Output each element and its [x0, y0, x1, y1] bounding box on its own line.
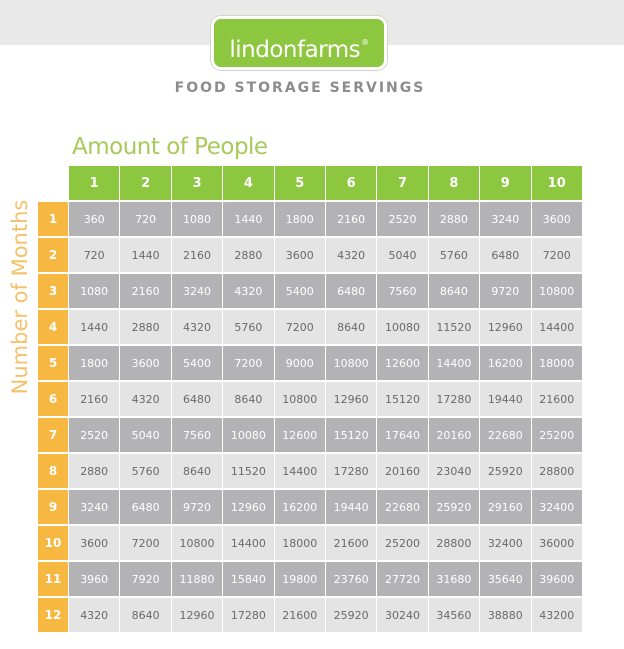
table-cell: 3600	[275, 238, 325, 272]
table-cell: 20160	[429, 418, 479, 452]
table-cell: 8640	[326, 310, 376, 344]
table-cell: 30240	[377, 598, 427, 632]
table-cell: 3240	[480, 202, 530, 236]
table-cell: 5040	[120, 418, 170, 452]
table-cell: 1440	[223, 202, 273, 236]
table-cell: 9720	[480, 274, 530, 308]
column-axis-label: Amount of People	[72, 134, 268, 160]
table-cell: 17640	[377, 418, 427, 452]
column-header: 3	[172, 166, 222, 200]
table-cell: 12600	[275, 418, 325, 452]
row-header: 11	[38, 562, 68, 596]
column-header: 10	[532, 166, 582, 200]
table-cell: 3240	[172, 274, 222, 308]
table-cell: 15840	[223, 562, 273, 596]
table-cell: 720	[120, 202, 170, 236]
table-cell: 7200	[223, 346, 273, 380]
column-header: 1	[69, 166, 119, 200]
row-axis-label: Number of Months	[8, 199, 32, 395]
row-header: 7	[38, 418, 68, 452]
table-cell: 10800	[172, 526, 222, 560]
table-cell: 1440	[69, 310, 119, 344]
table-cell: 2880	[223, 238, 273, 272]
table-cell: 9000	[275, 346, 325, 380]
table-cell: 25200	[377, 526, 427, 560]
brand-logo	[211, 16, 387, 70]
table-cell: 2160	[69, 382, 119, 416]
row-header: 5	[38, 346, 68, 380]
table-cell: 6480	[480, 238, 530, 272]
column-header: 7	[377, 166, 427, 200]
table-cell: 7560	[172, 418, 222, 452]
table-cell: 1080	[69, 274, 119, 308]
table-cell: 15120	[377, 382, 427, 416]
table-cell: 8640	[172, 454, 222, 488]
table-cell: 4320	[120, 382, 170, 416]
table-cell: 2880	[120, 310, 170, 344]
table-cell: 29160	[480, 490, 530, 524]
table-cell: 2520	[69, 418, 119, 452]
table-cell: 11880	[172, 562, 222, 596]
table-cell: 5040	[377, 238, 427, 272]
table-cell: 2520	[377, 202, 427, 236]
table-cell: 14400	[532, 310, 582, 344]
table-cell: 21600	[326, 526, 376, 560]
table-cell: 12960	[326, 382, 376, 416]
table-cell: 23040	[429, 454, 479, 488]
column-header: 4	[223, 166, 273, 200]
table-cell: 3600	[532, 202, 582, 236]
row-header: 4	[38, 310, 68, 344]
table-cell: 12960	[223, 490, 273, 524]
table-cell: 3600	[120, 346, 170, 380]
table-cell: 2160	[172, 238, 222, 272]
table-cell: 16200	[480, 346, 530, 380]
row-header: 8	[38, 454, 68, 488]
table-cell: 3600	[69, 526, 119, 560]
table-cell: 1800	[275, 202, 325, 236]
table-cell: 10080	[223, 418, 273, 452]
table-cell: 1800	[69, 346, 119, 380]
table-cell: 21600	[532, 382, 582, 416]
table-cell: 5400	[172, 346, 222, 380]
table-cell: 7920	[120, 562, 170, 596]
table-cell: 10800	[275, 382, 325, 416]
table-cell: 25920	[429, 490, 479, 524]
table-cell: 36000	[532, 526, 582, 560]
row-header: 3	[38, 274, 68, 308]
table-cell: 8640	[120, 598, 170, 632]
table-cell: 7200	[532, 238, 582, 272]
table-cell: 8640	[223, 382, 273, 416]
table-cell: 5760	[429, 238, 479, 272]
table-cell: 17280	[326, 454, 376, 488]
table-cell: 28800	[532, 454, 582, 488]
table-cell: 14400	[223, 526, 273, 560]
table-cell: 17280	[429, 382, 479, 416]
table-cell: 34560	[429, 598, 479, 632]
table-cell: 5760	[223, 310, 273, 344]
table-cell: 38880	[480, 598, 530, 632]
table-cell: 32400	[480, 526, 530, 560]
table-cell: 22680	[377, 490, 427, 524]
registered-mark: ®	[361, 38, 369, 47]
table-cell: 2880	[429, 202, 479, 236]
table-cell: 5400	[275, 274, 325, 308]
table-cell: 4320	[326, 238, 376, 272]
table-cell: 28800	[429, 526, 479, 560]
table-cell: 10800	[326, 346, 376, 380]
table-cell: 11520	[429, 310, 479, 344]
column-header: 8	[429, 166, 479, 200]
servings-table	[38, 166, 582, 632]
table-cell: 1080	[172, 202, 222, 236]
table-cell: 6480	[120, 490, 170, 524]
table-cell: 14400	[429, 346, 479, 380]
table-cell: 6480	[326, 274, 376, 308]
table-cell: 19440	[326, 490, 376, 524]
table-cell: 12600	[377, 346, 427, 380]
table-cell: 10800	[532, 274, 582, 308]
table-cell: 43200	[532, 598, 582, 632]
table-cell: 5760	[120, 454, 170, 488]
table-cell: 14400	[275, 454, 325, 488]
table-cell: 11520	[223, 454, 273, 488]
table-corner	[38, 166, 68, 200]
table-cell: 17280	[223, 598, 273, 632]
table-cell: 3960	[69, 562, 119, 596]
table-cell: 16200	[275, 490, 325, 524]
page-subtitle: FOOD STORAGE SERVINGS	[174, 80, 426, 96]
logo-text: lindonfarms	[229, 37, 361, 63]
table-cell: 32400	[532, 490, 582, 524]
table-cell: 19440	[480, 382, 530, 416]
table-cell: 35640	[480, 562, 530, 596]
table-cell: 21600	[275, 598, 325, 632]
table-cell: 720	[69, 238, 119, 272]
table-cell: 4320	[223, 274, 273, 308]
row-header: 1	[38, 202, 68, 236]
table-cell: 31680	[429, 562, 479, 596]
table-cell: 7560	[377, 274, 427, 308]
table-cell: 3240	[69, 490, 119, 524]
row-header: 10	[38, 526, 68, 560]
table-cell: 15120	[326, 418, 376, 452]
table-cell: 18000	[275, 526, 325, 560]
table-cell: 23760	[326, 562, 376, 596]
column-header: 2	[120, 166, 170, 200]
row-header: 6	[38, 382, 68, 416]
column-header: 9	[480, 166, 530, 200]
table-cell: 39600	[532, 562, 582, 596]
table-cell: 10080	[377, 310, 427, 344]
row-header: 9	[38, 490, 68, 524]
table-cell: 4320	[172, 310, 222, 344]
table-cell: 25200	[532, 418, 582, 452]
table-cell: 20160	[377, 454, 427, 488]
table-cell: 18000	[532, 346, 582, 380]
table-cell: 27720	[377, 562, 427, 596]
column-header: 6	[326, 166, 376, 200]
table-cell: 25920	[326, 598, 376, 632]
row-header: 2	[38, 238, 68, 272]
table-cell: 12960	[480, 310, 530, 344]
table-cell: 4320	[69, 598, 119, 632]
table-cell: 6480	[172, 382, 222, 416]
table-cell: 360	[69, 202, 119, 236]
table-cell: 1440	[120, 238, 170, 272]
table-cell: 8640	[429, 274, 479, 308]
table-cell: 9720	[172, 490, 222, 524]
table-cell: 22680	[480, 418, 530, 452]
table-cell: 2160	[120, 274, 170, 308]
table-cell: 2880	[69, 454, 119, 488]
table-cell: 25920	[480, 454, 530, 488]
table-cell: 7200	[120, 526, 170, 560]
table-cell: 12960	[172, 598, 222, 632]
column-header: 5	[275, 166, 325, 200]
table-cell: 19800	[275, 562, 325, 596]
row-header: 12	[38, 598, 68, 632]
table-cell: 7200	[275, 310, 325, 344]
table-cell: 2160	[326, 202, 376, 236]
